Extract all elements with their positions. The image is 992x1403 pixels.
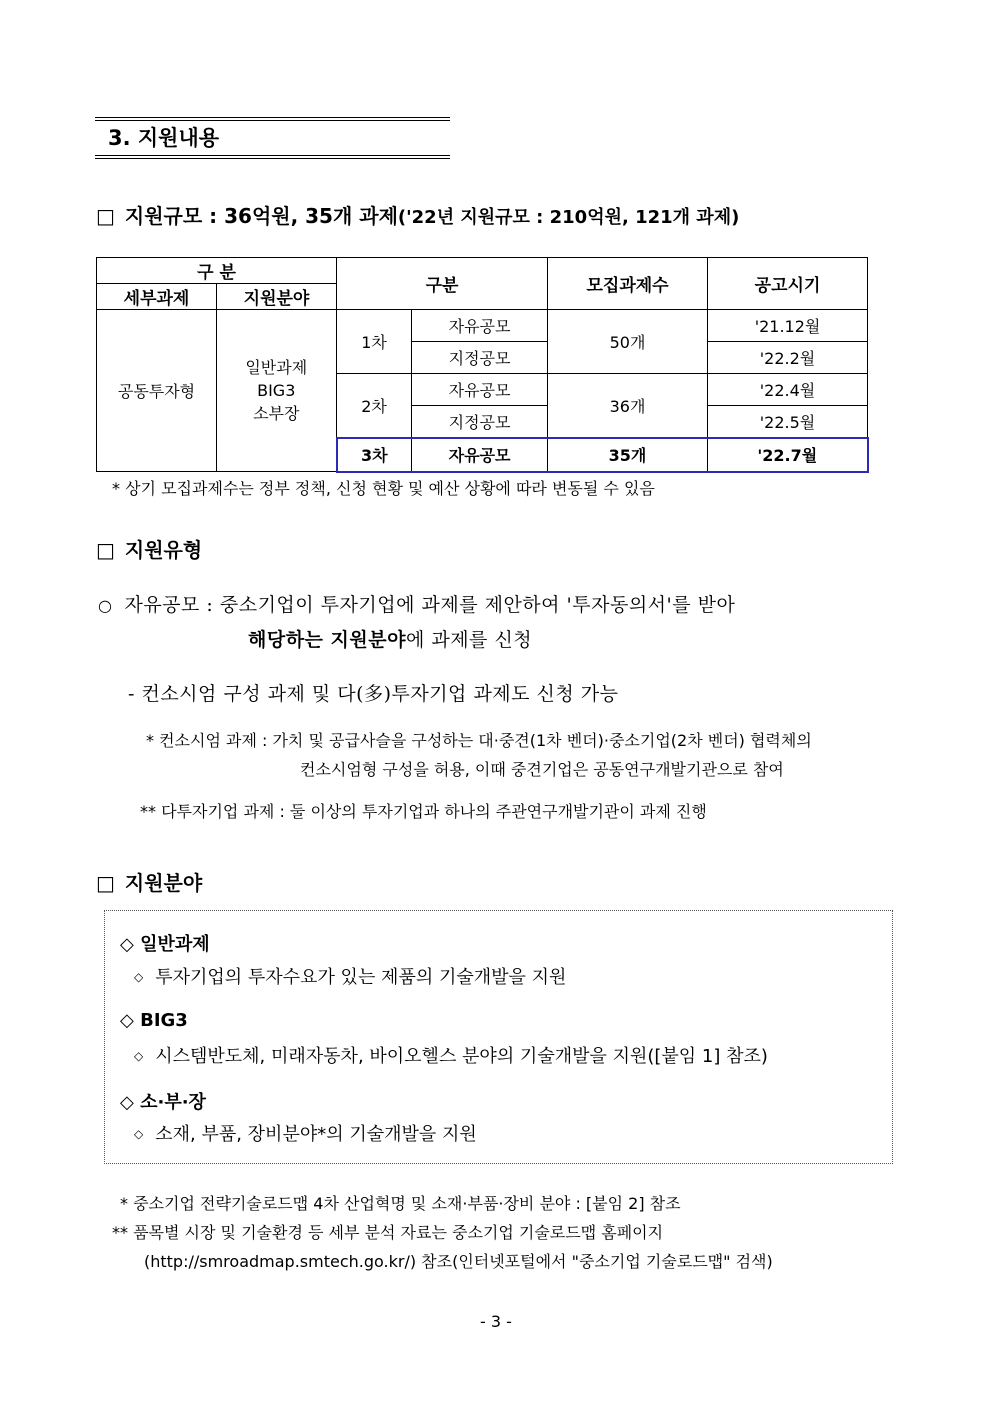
consortium-note-1: * 컨소시엄 과제 : 가치 및 공급사슬을 구성하는 대·중견(1차 벤더)·중소기업(2차 벤더) 협력체의 — [146, 731, 812, 750]
field-title: 지원분야 — [124, 871, 203, 895]
field-item-big3-desc — [134, 1042, 768, 1068]
cell-task: 공동투자형 — [97, 310, 217, 472]
header-task: 세부과제 — [97, 284, 217, 310]
round-3: 3차 — [337, 438, 412, 472]
header-count: 모집과제수 — [548, 258, 708, 310]
header-group: 구 분 — [97, 258, 337, 284]
round-3-count: 35개 — [548, 438, 708, 472]
round-1-date-2: '22.2월 — [708, 342, 868, 374]
section-rule-top — [95, 117, 450, 118]
type-line-2-bold: 해당하는 지원분야 — [248, 629, 406, 651]
field-item-sobujang-text: 소재, 부품, 장비분야*의 기술개발을 지원 — [155, 1124, 477, 1145]
header-date: 공고시기 — [708, 258, 868, 310]
scale-title: 지원규모 : 36억원, 35개 과제 — [124, 204, 398, 228]
diamond-bullet-icon: ◇ — [134, 970, 144, 984]
field-item-big3-title: ◇ BIG3 — [120, 1010, 188, 1031]
field-item-big3-text: 시스템반도체, 미래자동차, 바이오헬스 분야의 기술개발을 지원([붙임 1] 참조) — [155, 1046, 768, 1067]
table-footnote: * 상기 모집과제수는 정부 정책, 신청 현황 및 예산 상황에 따라 변동될 수 있음 — [112, 479, 655, 498]
scale-heading — [96, 200, 739, 229]
type-line-2 — [248, 625, 532, 652]
field-item-general-text: 투자기업의 투자수요가 있는 제품의 기술개발을 지원 — [155, 967, 567, 988]
field-item-sobujang-title: ◇ 소·부·장 — [120, 1092, 206, 1113]
field-big3: BIG3 — [257, 381, 296, 400]
footnote-2: ** 품목별 시장 및 기술환경 등 세부 분석 자료는 중소기업 기술로드맵 홈페이지 — [112, 1223, 664, 1242]
cell-fields — [217, 310, 337, 472]
round-3-date-1: '22.7월 — [708, 438, 868, 472]
round-2-date-1: '22.4월 — [708, 374, 868, 406]
field-item-sobujang-desc — [134, 1120, 477, 1146]
type-line-2-rest: 에 과제를 신청 — [405, 629, 533, 651]
footnote-3: (http://smroadmap.smtech.go.kr/) 참조(인터넷포털에서 "중소기업 기술로드맵" 검색) — [144, 1252, 773, 1271]
round-1-date-1: '21.12월 — [708, 310, 868, 342]
field-item-general-title: ◇ 일반과제 — [120, 934, 210, 955]
type-line-1-text: 자유공모 : 중소기업이 투자기업에 과제를 제안하여 '투자동의서'를 받아 — [124, 594, 736, 616]
multi-investor-note: ** 다투자기업 과제 : 둘 이상의 투자기업과 하나의 주관연구개발기관이 과제 진행 — [140, 802, 707, 821]
page-number: - 3 - — [480, 1312, 512, 1331]
type-sub: - 컨소시엄 구성 과제 및 다(多)투자기업 과제도 신청 가능 — [128, 683, 619, 705]
diamond-bullet-icon: ◇ — [134, 1127, 144, 1141]
checkbox-square-icon: □ — [96, 204, 115, 228]
footnote-1: * 중소기업 전략기술로드맵 4차 산업혁명 및 소재·부품·장비 분야 : [붙임 2] 참조 — [120, 1194, 681, 1213]
circle-bullet-icon: ○ — [98, 596, 113, 615]
checkbox-square-icon: □ — [96, 871, 115, 895]
field-item-general-desc — [134, 963, 566, 989]
recruitment-table — [96, 257, 869, 473]
section-rule-top-2 — [95, 120, 450, 121]
round-2: 2차 — [337, 374, 412, 438]
section-rule-bottom — [95, 155, 450, 156]
section-rule-bottom-2 — [95, 158, 450, 159]
round-2-date-2: '22.5월 — [708, 406, 868, 438]
field-general: 일반과제 — [245, 358, 308, 377]
type-heading — [96, 534, 202, 563]
checkbox-square-icon: □ — [96, 538, 115, 562]
type-line-1 — [98, 590, 735, 617]
round-1-type-2: 지정공모 — [412, 342, 548, 374]
round-2-type-2: 지정공모 — [412, 406, 548, 438]
type-title: 지원유형 — [124, 538, 203, 562]
round-2-count: 36개 — [548, 374, 708, 438]
diamond-bullet-icon: ◇ — [134, 1049, 144, 1063]
header-field: 지원분야 — [217, 284, 337, 310]
scale-subtitle: ('22년 지원규모 : 210억원, 121개 과제) — [397, 207, 740, 228]
consortium-note-2: 컨소시엄형 구성을 허용, 이때 중견기업은 공동연구개발기관으로 참여 — [300, 760, 784, 779]
round-1-type-1: 자유공모 — [412, 310, 548, 342]
round-1: 1차 — [337, 310, 412, 374]
round-2-type-1: 자유공모 — [412, 374, 548, 406]
round-1-count: 50개 — [548, 310, 708, 374]
field-sobujang: 소부장 — [253, 404, 300, 423]
field-heading — [96, 867, 202, 896]
header-type: 구분 — [337, 258, 548, 310]
section-title: 3. 지원내용 — [108, 126, 220, 150]
round-3-type-1: 자유공모 — [412, 438, 548, 472]
